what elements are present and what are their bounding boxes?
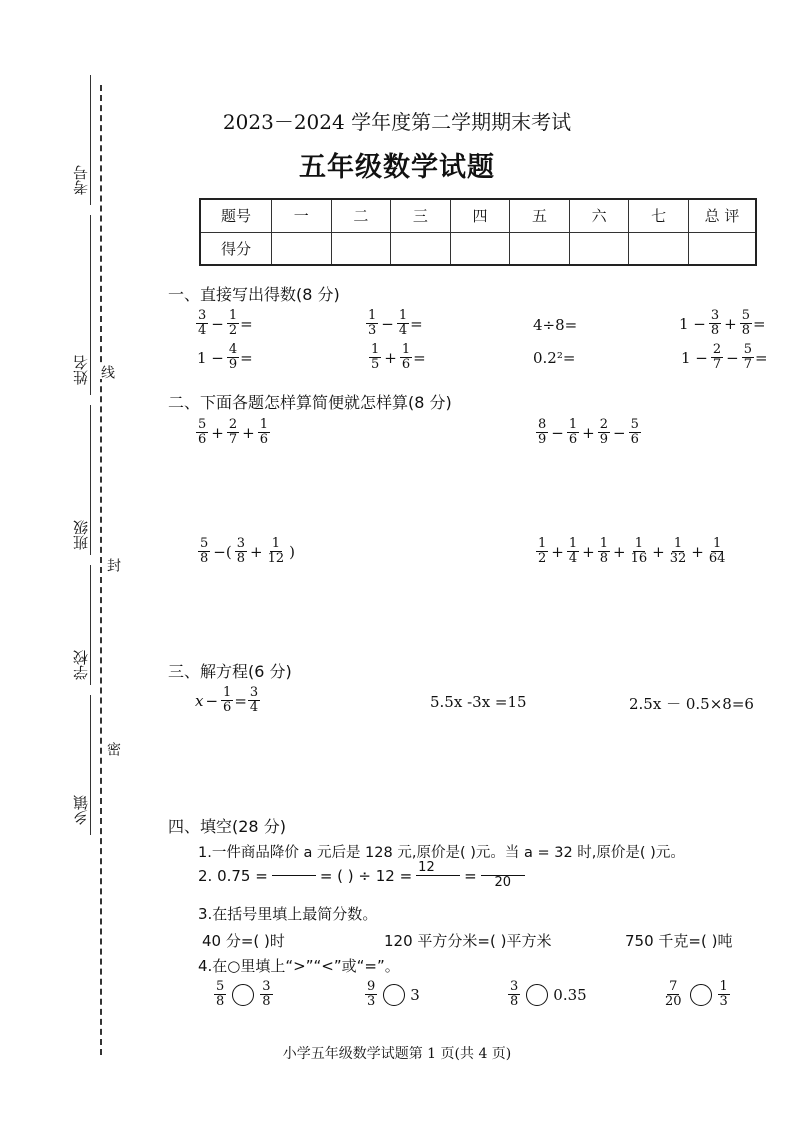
s1-item-4: 1 − $\frac{3}{8}$ + $\frac{5}{8}$ = [679, 308, 766, 338]
s1-item-8: 1 − $\frac{2}{7}$ − $\frac{5}{7}$ = [681, 342, 768, 372]
s2-expr-4: 1 2 + $\frac{1}{4}$ + $\frac{1}{8}$ + $\frac{1}{16}$ + $\frac{1}{32}$ + $\frac{1}{64}$ [538, 536, 726, 566]
exam-title: 2023－2024 学年度第二学期期末考试 [222, 110, 572, 134]
s1-item-5: 1 − $\frac{4}{9}$ = [197, 342, 253, 372]
score-input-cell[interactable] [450, 232, 510, 265]
s4-compare-3: 3 8 0.35 [510, 979, 587, 1009]
score-table-header-row [200, 199, 756, 232]
s1-item-1: 3 4 − $\frac{1}{2}$ = [198, 308, 253, 338]
blank-fraction[interactable] [272, 861, 316, 890]
score-table [199, 198, 757, 266]
fraction: $\frac{2}{7}$ [712, 342, 722, 372]
page-footer: 小学五年级数学试题第 1 页(共 4 页) [282, 1046, 512, 1062]
fraction: 1 5 [371, 342, 380, 372]
s1-item-7: 0.2²= [533, 349, 576, 367]
compare-circle[interactable] [383, 984, 405, 1006]
fraction: $\frac{3}{8}$ [710, 308, 720, 338]
class-line [90, 405, 91, 555]
town-line [90, 695, 91, 835]
exam-number-line [90, 75, 91, 205]
score-input-cell[interactable] [391, 232, 451, 265]
score-cell: 六 [569, 199, 629, 232]
score-input-cell[interactable] [272, 232, 332, 265]
s4-question-3: 3.在括号里填上最简分数。 [198, 905, 378, 923]
score-cell: 五 [510, 199, 570, 232]
fraction: $\frac{1}{2}$ [228, 308, 238, 338]
s4-question-1: 1.一件商品降价 a 元后是 128 元,原价是( )元。当 a = 32 时,原价是( )元。 [198, 845, 685, 861]
section-1-title: 一、直接写出得数(8 分) [168, 285, 340, 304]
score-input-cell[interactable] [689, 232, 757, 265]
score-input-cell[interactable] [510, 232, 570, 265]
s3-equation-2: 5.5x -3x =15 [430, 693, 527, 711]
section-4-title: 四、填空(28 分) [168, 817, 286, 836]
school-line [90, 565, 91, 685]
compare-circle[interactable] [232, 984, 254, 1006]
score-cell: 总 评 [689, 199, 757, 232]
score-cell: 一 [272, 199, 332, 232]
fraction-12-blank[interactable]: 12 [416, 861, 460, 890]
s1-item-2: 1 3 − $\frac{1}{4}$ = [368, 308, 423, 338]
fraction: $\frac{1}{4}$ [398, 308, 408, 338]
section-2-title: 二、下面各题怎样算简便就怎样算(8 分) [168, 393, 452, 412]
town-label: 乡镇 [72, 795, 90, 825]
sub-title: 五年级数学试题 [299, 152, 495, 183]
s1-item-3: 4÷8= [533, 316, 578, 334]
s2-expr-3: 5 8 −( 3 8 + $\frac{1}{12}$ ) [200, 536, 295, 566]
score-row-label: 得分 [200, 232, 272, 265]
fraction: 3 4 [198, 308, 207, 338]
fraction: $\frac{5}{7}$ [743, 342, 753, 372]
s4-question-3c: 750 千克=( )吨 [625, 932, 733, 950]
fraction: 1 3 [368, 308, 377, 338]
binding-dashed-line [100, 85, 102, 1055]
s2-expr-2: 8 9 − $\frac{1}{6}$ + $\frac{2}{9}$ − $\frac{5}{6}$ [538, 417, 639, 447]
name-line [90, 215, 91, 395]
score-input-cell[interactable] [331, 232, 391, 265]
section-3-title: 三、解方程(6 分) [168, 662, 292, 681]
score-input-cell[interactable] [629, 232, 689, 265]
score-cell: 题号 [200, 199, 272, 232]
s4-question-3b: 120 平方分米=( )平方米 [384, 932, 552, 950]
school-label: 学校 [72, 650, 90, 680]
s4-question-2: 2. 0.75 = = ( ) ÷ 12 = 12 = 20 [198, 861, 529, 890]
s3-equation-3: 2.5x － 0.5×8=6 [629, 695, 754, 713]
score-input-cell[interactable] [569, 232, 629, 265]
exam-number-label: 考号 [72, 165, 90, 195]
s4-compare-1: 5 8 3 8 [216, 979, 271, 1009]
score-cell: 二 [331, 199, 391, 232]
s1-item-6: 1 5 + $\frac{1}{6}$ = [371, 342, 426, 372]
s4-compare-2: 9 3 3 [367, 979, 420, 1009]
score-cell: 七 [629, 199, 689, 232]
fraction-blank-20[interactable]: 20 [481, 861, 525, 890]
seal-line-mark: 线 [99, 365, 115, 379]
name-label: 姓名 [72, 355, 90, 385]
score-cell: 四 [450, 199, 510, 232]
s4-question-3a: 40 分=( )时 [202, 932, 285, 950]
s4-compare-4: 7 20 1 3 [665, 979, 728, 1009]
compare-circle[interactable] [690, 984, 712, 1006]
class-label: 班级 [72, 520, 90, 550]
fraction: $\frac{5}{8}$ [741, 308, 751, 338]
seal-feng-mark: 封 [105, 558, 121, 572]
s3-equation-1: x − $\frac{1}{6}$ = $\frac{3}{4}$ [195, 685, 259, 715]
score-cell: 三 [391, 199, 451, 232]
fraction: $\frac{4}{9}$ [228, 342, 238, 372]
seal-mi-mark: 密 [105, 742, 121, 756]
s4-question-4: 4.在○里填上“>”“<”或“=”。 [198, 957, 400, 975]
s2-expr-1: 5 6 + $\frac{2}{7}$ + $\frac{1}{6}$ [198, 417, 268, 447]
compare-circle[interactable] [526, 984, 548, 1006]
score-table-score-row [200, 232, 756, 265]
fraction: $\frac{1}{6}$ [401, 342, 411, 372]
